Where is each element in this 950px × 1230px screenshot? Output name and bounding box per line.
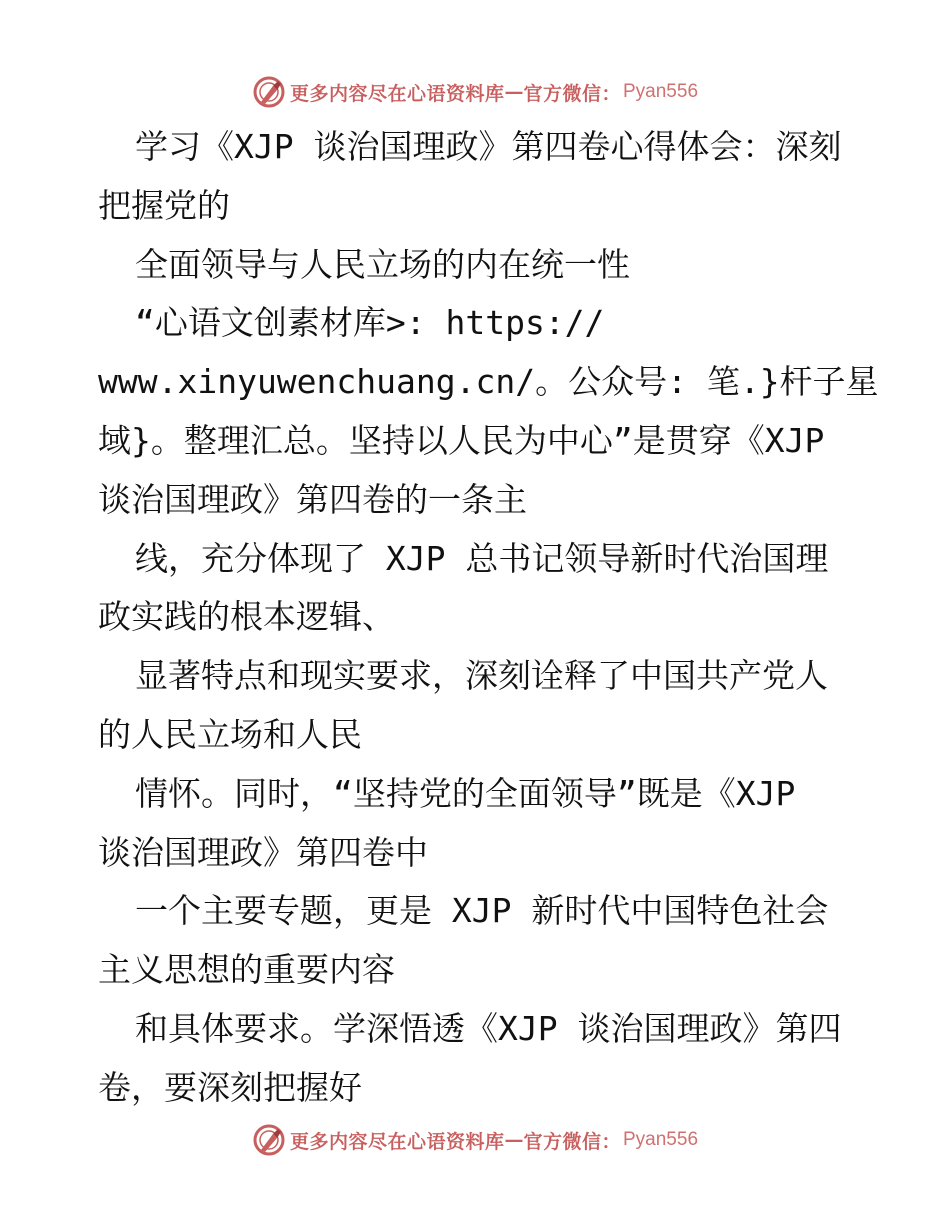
text-line: 谈治国理政》第四卷的一条主	[98, 479, 527, 519]
text-line: 的人民立场和人民	[98, 714, 362, 754]
header-slogan: 更多内容尽在心语资料库	[289, 82, 505, 105]
header-separator: —	[504, 81, 524, 103]
text-line: 和具体要求。学深悟透《XJP 谈治国理政》第四	[135, 1008, 842, 1048]
footer-separator: —	[504, 1129, 524, 1151]
text-line: 域}。整理汇总。坚持以人民为中心”是贯穿《XJP	[98, 420, 825, 460]
text-line: 全面领导与人民立场的内在统一性	[135, 244, 630, 284]
text-line: 显著特点和现实要求，深刻诠释了中国共产党人	[135, 656, 828, 696]
text-line: www.xinyuwenchuang.cn/。公众号: 笔.}杆子星	[98, 362, 879, 402]
text-line: 一个主要专题，更是 XJP 新时代中国特色社会	[135, 891, 829, 931]
article-body	[98, 118, 879, 1118]
pen-nib-circle-icon	[252, 75, 286, 109]
footer-wechat-label: 官方微信：	[523, 1130, 621, 1153]
text-line: 情怀。同时，“坚持党的全面领导”既是《XJP	[135, 773, 796, 813]
pen-nib-circle-icon	[252, 1123, 286, 1157]
text-line: 把握党的	[98, 185, 230, 225]
text-line: 线，充分体现了 XJP 总书记领导新时代治国理	[135, 538, 829, 578]
text-line: “心语文创素材库>: https://	[135, 303, 605, 343]
text-line: 政实践的根本逻辑、	[98, 597, 395, 637]
footer-watermark	[0, 1120, 950, 1160]
footer-slogan: 更多内容尽在心语资料库	[289, 1130, 505, 1153]
footer-wechat-id: Pyan556	[623, 1129, 699, 1150]
text-line: 卷，要深刻把握好	[98, 1067, 362, 1107]
header-watermark	[0, 72, 950, 112]
text-line: 谈治国理政》第四卷中	[98, 832, 428, 872]
header-wechat-label: 官方微信：	[523, 82, 621, 105]
header-wechat-id: Pyan556	[623, 81, 699, 102]
text-line: 学习《XJP 谈治国理政》第四卷心得体会：深刻	[135, 127, 842, 166]
text-line: 主义思想的重要内容	[98, 950, 395, 990]
